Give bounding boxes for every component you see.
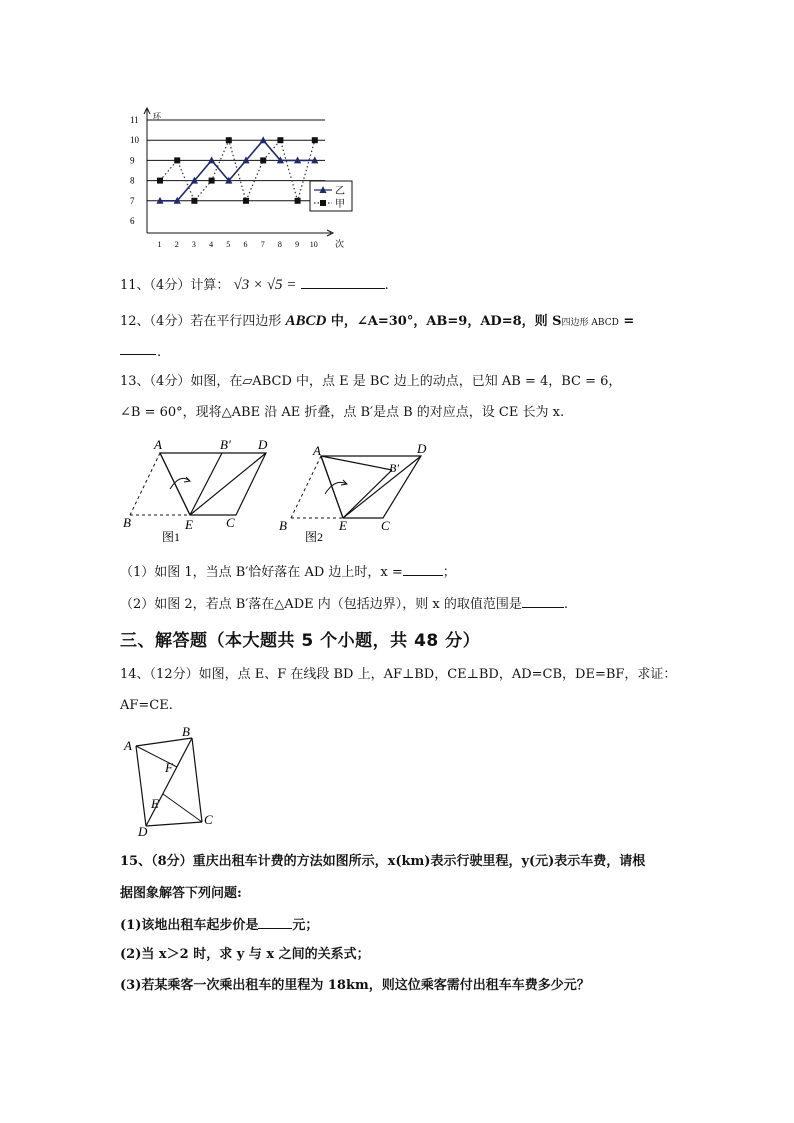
fig2-edge-ED [343,456,421,518]
q15-part1-end: 元； [292,918,319,933]
q15-part1 [120,916,318,935]
x-tick-label: 2 [174,240,179,249]
q14-edge-AB [136,738,192,746]
q14-label-E: E [151,796,159,811]
q15-line1: 15、（8分）重庆出租车计费的方法如图所示，x(km)表示行驶里程，y(元)表示车费，请根 [120,854,646,869]
fig2-label-Bp: B′ [389,461,399,475]
q13-sub1-blank[interactable] [403,563,443,576]
q15-line2: 据图象解答下列问题: [120,886,242,901]
q14-edge-AD [136,746,146,826]
chart-legend [310,181,352,211]
q14-edge-BD [146,738,192,826]
fig1-label-A: A [154,437,162,452]
q12-suffix: = [618,314,635,329]
q15-part1-blank[interactable] [258,916,292,929]
q12-abcd: ABCD [285,313,327,329]
x-tick-label: 1 [157,240,162,249]
fig1-parallelogram [160,453,266,515]
q11-expression: √3 × √5 = [233,277,297,293]
data-point-甲 [295,198,301,204]
fig1-label-E: E [185,517,193,532]
fig2-label-C: C [381,518,390,533]
data-point-甲 [191,198,197,204]
q13-line2: ∠B = 60°，现将△ABE 沿 AE 折叠，点 B′是点 B 的对应点，设 CE 长为 x. [120,405,565,420]
fig1-edge-ED [190,453,266,515]
y-tick-label: 9 [130,155,135,166]
data-point-甲 [157,178,163,184]
x-tick-label: 4 [209,240,214,249]
x-tick-label: 5 [226,240,231,249]
section-3-heading: 三、解答题（本大题共 5 个小题，共 48 分） [120,631,481,651]
q14-line2: AF=CE. [120,698,173,713]
y-axis-label: 环 [153,112,161,121]
data-point-甲 [243,198,249,204]
q13-sub2-blank[interactable] [522,595,564,608]
q14-segment-CE [163,794,202,822]
q13-sub1 [120,563,456,582]
data-point-乙 [208,156,215,163]
data-point-甲 [260,157,266,163]
y-tick-label: 6 [130,216,135,226]
x-tick-label: 6 [243,240,248,249]
q12-period: . [157,345,162,360]
legend-label-甲: 甲 [335,199,345,210]
x-tick-label: 10 [309,240,318,249]
legend-label-乙: 乙 [335,186,345,197]
fig1-edge-EBp [190,453,222,515]
q14-label-D: D [138,824,148,839]
fig1-caption: 图1 [162,530,181,544]
legend-box [310,181,352,211]
chart-series [156,136,318,204]
q13-sub1-text: （1）如图 1，当点 B′恰好落在 AD 边上时，x = [120,565,403,580]
fig1-edge-AB-dashed [130,453,160,515]
q15-part3: (3)若某乘客一次乘出租车的里程为 18km，则这位乘客需付出租车车费多少元？ [120,978,590,993]
x-tick-label: 8 [277,240,282,249]
x-tick-label: 9 [295,240,300,249]
q13-line1: 13、（4分）如图，在▱ABCD 中，点 E 是 BC 边上的动点，已知 AB = 4，BC = 6， [120,374,622,389]
q13-sub2 [120,595,568,614]
y-tick-label: 8 [130,175,135,186]
fig1-label-D: D [258,437,268,452]
q14-edge-DC [146,822,202,826]
q12-prefix: 12、（4分）若在平行四边形 [120,314,282,329]
fig2-edge-ABp [321,456,392,470]
q11-answer-blank[interactable] [301,276,385,289]
fig2-caption: 图2 [305,530,324,544]
q12-answer-blank[interactable] [120,354,156,355]
q14-edge-BC [192,738,202,822]
q14-line1: 14、（12分）如图，点 E、F 在线段 BD 上，AF⊥BD，CE⊥BD，AD=CB，DE=BF，求证： [120,667,677,682]
y-tick-label: 10 [130,135,139,146]
q14-figure [118,722,228,840]
q13-figure-1 [118,433,278,545]
fig1-label-C: C [226,515,235,530]
fig2-label-E: E [339,518,347,533]
q13-sub2-text: （2）如图 2，若点 B′落在△ADE 内（包括边界），则 x 的取值范围是 [120,597,522,612]
data-point-甲 [174,157,180,163]
q15-part1-text: (1)该地出租车起步价是 [120,918,259,933]
q14-label-C: C [204,812,213,827]
x-tick-label: 7 [260,240,265,249]
q13-sub1-end: ； [442,565,456,580]
fig1-label-Bp: B′ [220,437,231,452]
data-point-甲 [226,137,232,143]
data-point-甲 [209,178,215,184]
question-11: 11、（4分）计算： √3 × √5 = . [120,277,389,293]
x-tick-label: 3 [191,240,196,249]
data-point-甲 [312,137,318,143]
y-tick-label: 11 [130,115,139,125]
fig2-label-D: D [417,441,427,456]
q11-text: 11、（4分）计算： [120,278,230,293]
fig1-edge-AE [160,453,190,515]
fig2-label-B: B [279,518,287,533]
q14-label-F: F [165,760,173,775]
data-point-甲 [277,137,283,143]
q14-label-A: A [124,738,132,753]
q14-label-B: B [182,724,190,739]
q15-part2: (2)当 x＞2 时，求 y 与 x 之间的关系式； [120,947,370,962]
fig2-label-A: A [313,443,321,458]
series-line-甲 [160,140,315,201]
q13-sub2-end: . [563,597,568,612]
y-tick-label: 7 [130,195,135,206]
data-point-乙 [260,136,267,143]
x-axis-label: 次 [335,239,345,249]
fig1-label-B: B [123,515,131,530]
scores-line-chart [125,105,355,255]
q12-mid: 中，∠A=30°，AB=9，AD=8，则 S [326,314,562,329]
q13-figure-2 [275,438,440,548]
fig2-edge-AB-dashed [291,456,321,518]
fig2-edge-AE [321,456,343,518]
q12-subscript: 四边形 ABCD [561,318,619,328]
fig2-edge-BpE [343,470,392,518]
question-12 [120,312,634,332]
legend-marker-甲 [320,200,326,206]
